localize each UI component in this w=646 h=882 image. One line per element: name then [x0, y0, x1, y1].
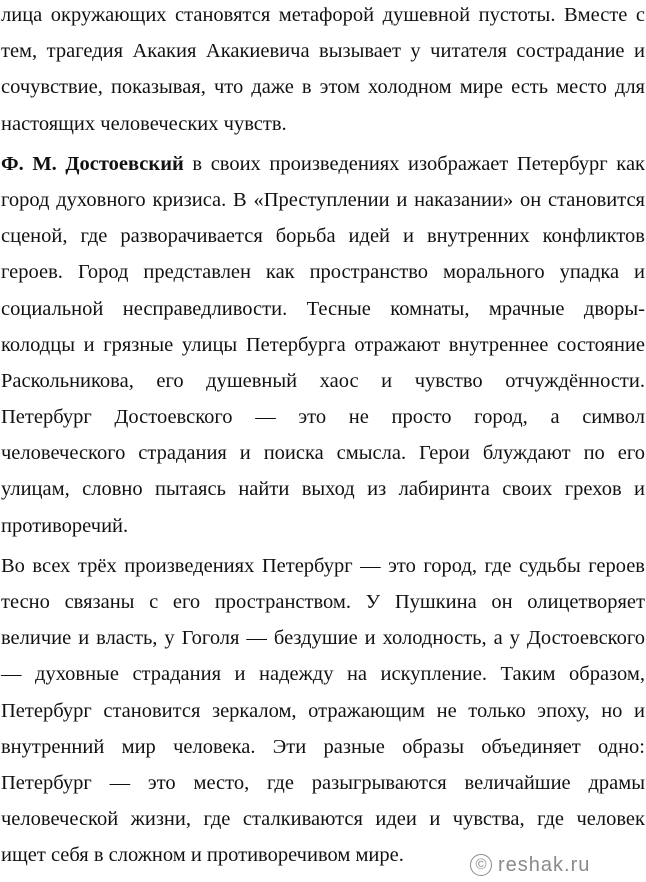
paragraph-gogol-conclusion: [1, 0, 645, 142]
text-line: тесно связаны с его пространством. У Пушкина он олицетворяет: [1, 591, 645, 613]
text-line: [1, 146, 645, 182]
text-line: Петербург становится зеркалом, отражающим не только эпоху, но и: [1, 699, 645, 722]
author-name-bold: Ф. М. Достоевский: [1, 152, 184, 175]
text-line: — духовные страдания и надежду на искупление. Таким образом,: [1, 663, 645, 686]
document-page: [1, 0, 645, 878]
text-line: противоречий.: [1, 514, 129, 537]
text-line: человеческого страдания и поиска смысла. Герои блуждают по его: [1, 442, 645, 465]
text-line: сочувствие, показывая, что даже в этом холодном мире есть место для: [1, 76, 645, 99]
text-line: Во всех трёх произведениях Петербург — это город, где судьбы героев: [1, 554, 645, 577]
text-line: величие и власть, у Гоголя — бездушие и холодность, а у Достоевского: [1, 627, 645, 650]
text-line: социальной несправедливости. Тесные комнаты, мрачные дворы-: [1, 297, 645, 320]
text-line: человеческой жизни, где сталкиваются идеи и чувства, где человек: [1, 808, 645, 831]
text-line: город духовного кризиса. В «Преступлении и наказании» он становится: [1, 188, 645, 211]
text-line: героев. Город представлен как пространство морального упадка и: [1, 261, 645, 284]
watermark-text: reshak.ru: [498, 853, 591, 876]
text-line: Петербург Достоевского — это не просто город, а символ: [1, 406, 645, 429]
text-line-rest: в своих произведениях изображает Петербург как: [183, 152, 645, 175]
copyright-icon: ©: [470, 854, 492, 876]
text-line: внутренний мир человека. Эти разные образы объединяет одно:: [1, 735, 645, 758]
paragraph-conclusion: [1, 548, 645, 874]
text-line: ищет себя в сложном и противоречивом мире.: [1, 844, 404, 867]
text-line: лица окружающих становятся метафорой душевной пустоты. Вместе с: [1, 4, 645, 26]
text-line: тем, трагедия Акакия Акакиевича вызывает у читателя сострадание и: [1, 40, 645, 63]
text-line: Петербург — это место, где разыгрываются величайшие драмы: [1, 771, 645, 794]
paragraph-dostoevsky: [1, 146, 645, 544]
text-line: Раскольникова, его душевный хаос и чувство отчуждённости.: [1, 369, 645, 392]
text-line: колодцы и грязные улицы Петербурга отражают внутреннее состояние: [1, 333, 645, 356]
text-line: сценой, где разворачивается борьба идей и внутренних конфликтов: [1, 225, 645, 248]
text-line: настоящих человеческих чувств.: [1, 112, 287, 135]
text-line: улицам, словно пытаясь найти выход из лабиринта своих грехов и: [1, 478, 645, 501]
